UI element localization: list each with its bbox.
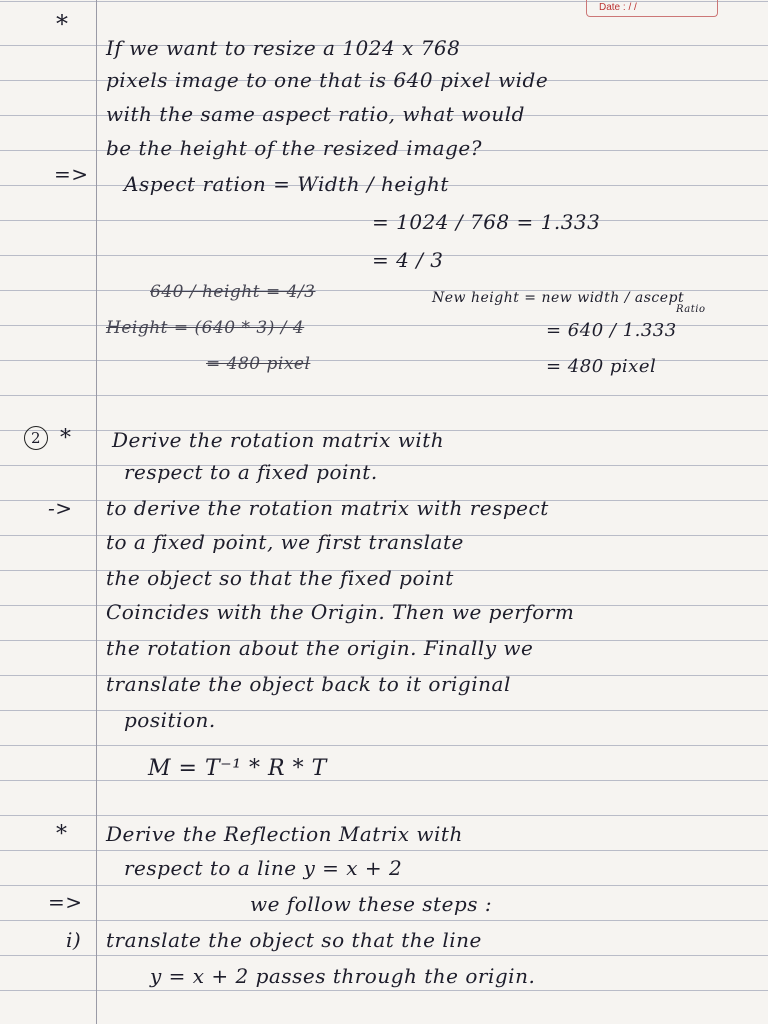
q2-bullet: * [60, 426, 72, 451]
a3-step-number: i) [66, 928, 82, 952]
a1-crossed-1: 640 / height = 4/3 [150, 282, 316, 302]
a3-line-1: we follow these steps : [250, 892, 493, 916]
q1-line-4: be the height of the resized image? [106, 136, 482, 160]
a2-line-1: to derive the rotation matrix with respect [106, 496, 549, 520]
a1-crossed-2: Height = (640 * 3) / 4 [106, 318, 305, 338]
a2-line-2: to a fixed point, we first translate [106, 530, 464, 554]
a2-line-7: position. [124, 708, 216, 732]
q3-line-1: Derive the Reflection Matrix with [106, 822, 463, 846]
a1-result-line-2: = 640 / 1.333 [546, 320, 677, 341]
a2-arrow: -> [48, 496, 73, 520]
a1-line-2: = 1024 / 768 = 1.333 [372, 210, 601, 234]
margin-line [96, 0, 97, 1024]
q2-line-2: respect to a fixed point. [124, 460, 378, 484]
a3-step-line-2: y = x + 2 passes through the origin. [150, 964, 536, 988]
q3-line-2: respect to a line y = x + 2 [124, 856, 403, 880]
a1-result-line-3: = 480 pixel [546, 356, 657, 377]
q1-line-2: pixels image to one that is 640 pixel wide [106, 68, 549, 92]
a2-line-6: translate the object back to it original [106, 672, 511, 696]
a1-line-1: Aspect ration = Width / height [124, 172, 449, 196]
q3-bullet: * [56, 822, 68, 847]
q1-bullet: * [56, 10, 69, 38]
q1-line-1: If we want to resize a 1024 x 768 [106, 36, 461, 60]
a1-line-3: = 4 / 3 [372, 248, 444, 272]
q2-number-badge [24, 424, 48, 450]
q1-line-3: with the same aspect ratio, what would [106, 102, 525, 126]
a2-line-3: the object so that the fixed point [106, 566, 454, 590]
a2-line-4: Coincides with the Origin. Then we perform [106, 600, 575, 624]
a3-arrow: => [48, 890, 83, 914]
date-box: Date : / / [586, 0, 718, 17]
q2-number: 2 [24, 426, 48, 450]
a2-formula: M = T⁻¹ * R * T [148, 756, 327, 781]
q2-line-1: Derive the rotation matrix with [112, 428, 445, 452]
a2-line-5: the rotation about the origin. Finally we [106, 636, 534, 660]
a3-step-line-1: translate the object so that the line [106, 928, 482, 952]
a1-new-height-label: New height = new width / ascept [432, 290, 685, 306]
a1-arrow: => [54, 162, 89, 186]
a1-ratio-label: Ratio [676, 304, 706, 315]
a1-crossed-3: = 480 pixel [206, 354, 311, 374]
